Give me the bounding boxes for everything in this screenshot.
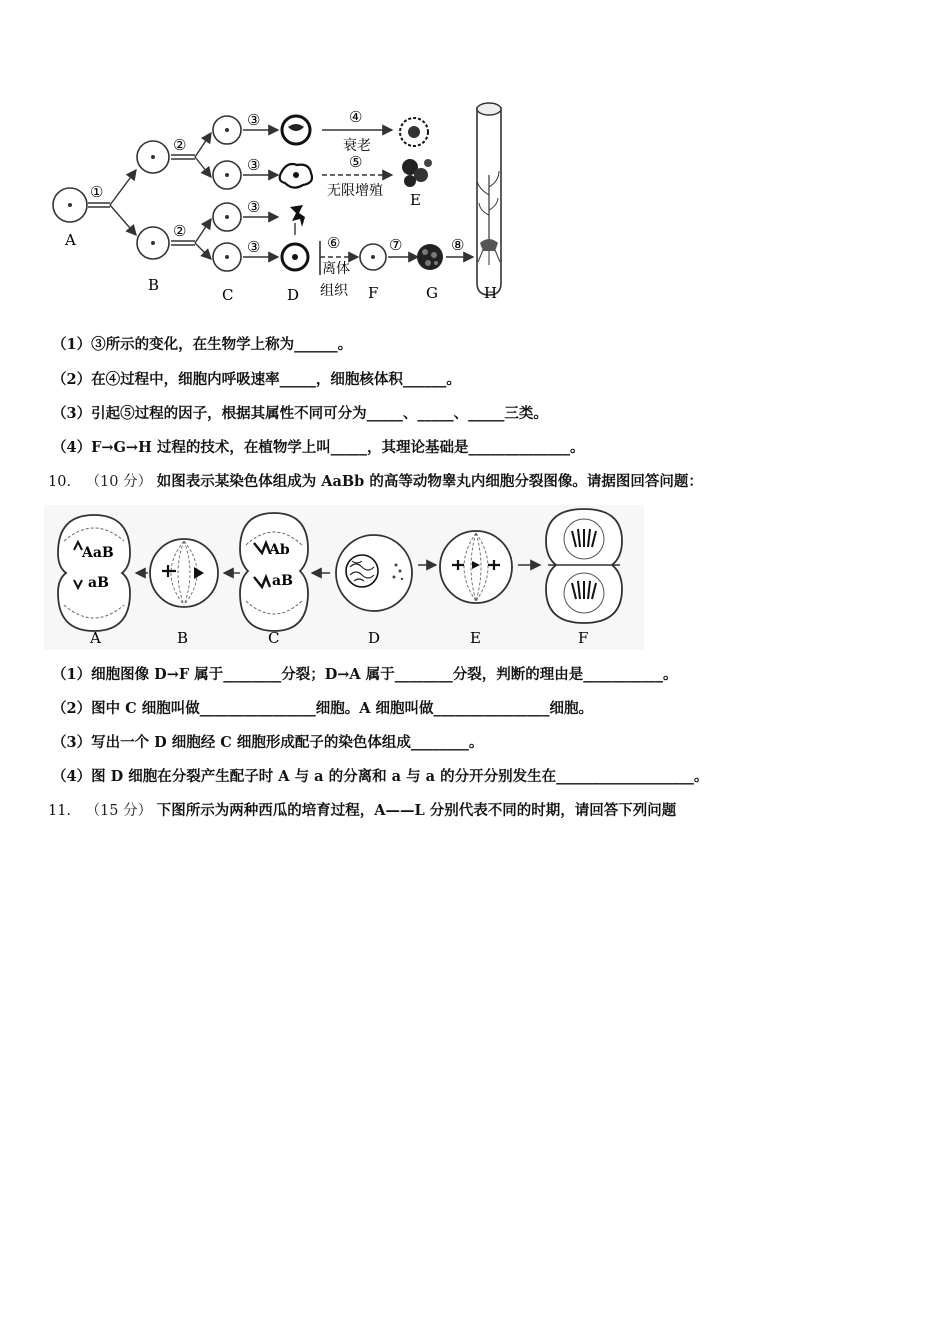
division-cell-B <box>150 539 218 607</box>
text-isolated-2: 组织 <box>320 283 348 299</box>
figure-cell-division <box>44 505 644 650</box>
cell-differentiated-1 <box>282 116 310 144</box>
question-points: （10 分） <box>85 474 153 490</box>
step-3-d: ③ <box>247 238 261 256</box>
step-1: ① <box>90 183 104 201</box>
cell-G-callus <box>417 244 443 270</box>
q9-part2: （2）在④过程中，细胞内呼吸速率_____，细胞核体积______。 <box>52 371 461 388</box>
cell-E-cluster <box>402 159 432 187</box>
test-tube-plantlet <box>477 103 501 295</box>
step-3-b: ③ <box>247 156 261 174</box>
label-F: F <box>368 284 379 302</box>
label-div-D: D <box>368 629 381 647</box>
text-proliferation: 无限增殖 <box>327 183 383 199</box>
step-3-a: ③ <box>247 111 261 129</box>
question-10-stem <box>48 472 703 492</box>
q9-part3: （3）引起⑤过程的因子，根据其属性不同可分为_____、_____、_____三类。 <box>52 405 548 422</box>
chrom-C-bottom: aB <box>272 573 293 589</box>
step-7: ⑦ <box>389 236 403 254</box>
label-B: B <box>148 276 160 294</box>
division-cell-C <box>240 513 308 631</box>
cell-C <box>213 243 241 271</box>
q9-part4: （4）F→G→H 过程的技术，在植物学上叫_____，其理论基础是______________。 <box>52 439 585 456</box>
q10-part3: （3）写出一个 D 细胞经 C 细胞形成配子的染色体组成________。 <box>52 734 484 751</box>
cell-B <box>137 227 169 259</box>
cell-D <box>282 244 308 270</box>
question-number: 11． <box>48 803 81 819</box>
label-E: E <box>410 191 421 209</box>
label-G: G <box>426 284 438 302</box>
step-2-upper: ② <box>173 136 187 154</box>
division-cell-A <box>58 515 130 631</box>
question-11-stem <box>48 801 676 821</box>
chrom-A-top: AaB <box>82 545 114 561</box>
step-5: ⑤ <box>349 153 363 171</box>
question-text: 下图所示为两种西瓜的培育过程，A——L 分别代表不同的时期，请回答下列问题 <box>156 802 677 819</box>
division-cell-E <box>440 531 512 603</box>
label-C: C <box>222 286 234 304</box>
q10-part1: （1）细胞图像 D→F 属于________分裂；D→A 属于________分裂，判断的理由是___________。 <box>52 666 678 683</box>
division-cell-D <box>336 535 412 611</box>
step-8: ⑧ <box>451 236 465 254</box>
label-div-A: A <box>90 629 101 647</box>
text-aging: 衰老 <box>343 138 371 154</box>
question-text: 如图表示某染色体组成为 AaBb 的高等动物睾丸内细胞分裂图像。请据图回答问题： <box>156 473 703 490</box>
question-number: 10． <box>48 474 81 490</box>
label-A: A <box>65 231 76 249</box>
cell-A <box>53 188 87 222</box>
chrom-A-bottom: aB <box>88 575 109 591</box>
cell-neuron-like <box>290 205 305 235</box>
step-3-c: ③ <box>247 198 261 216</box>
label-div-E: E <box>470 629 481 647</box>
chrom-C-top: Ab <box>269 542 290 558</box>
division-cell-F <box>546 509 622 623</box>
cell-cancer-like <box>280 164 312 188</box>
label-div-B: B <box>177 629 189 647</box>
text-isolated-1: 离体 <box>322 261 350 277</box>
step-4: ④ <box>349 108 363 126</box>
cell-aged <box>400 118 428 146</box>
question-points: （15 分） <box>85 803 153 819</box>
step-2-lower: ② <box>173 222 187 240</box>
figure-cell-development <box>40 95 520 305</box>
label-div-C: C <box>268 629 280 647</box>
label-H: H <box>484 284 498 302</box>
q10-part4: （4）图 D 细胞在分裂产生配子时 A 与 a 的分离和 a 与 a 的分开分别发生在___________________。 <box>52 768 709 785</box>
label-D: D <box>287 286 300 304</box>
label-div-F: F <box>578 629 589 647</box>
step-6: ⑥ <box>327 234 341 252</box>
cell-F <box>360 244 386 270</box>
q9-part1: （1）③所示的变化，在生物学上称为______。 <box>52 336 353 353</box>
q10-part2: （2）图中 C 细胞叫做________________细胞。A 细胞叫做________________细胞。 <box>52 700 594 717</box>
